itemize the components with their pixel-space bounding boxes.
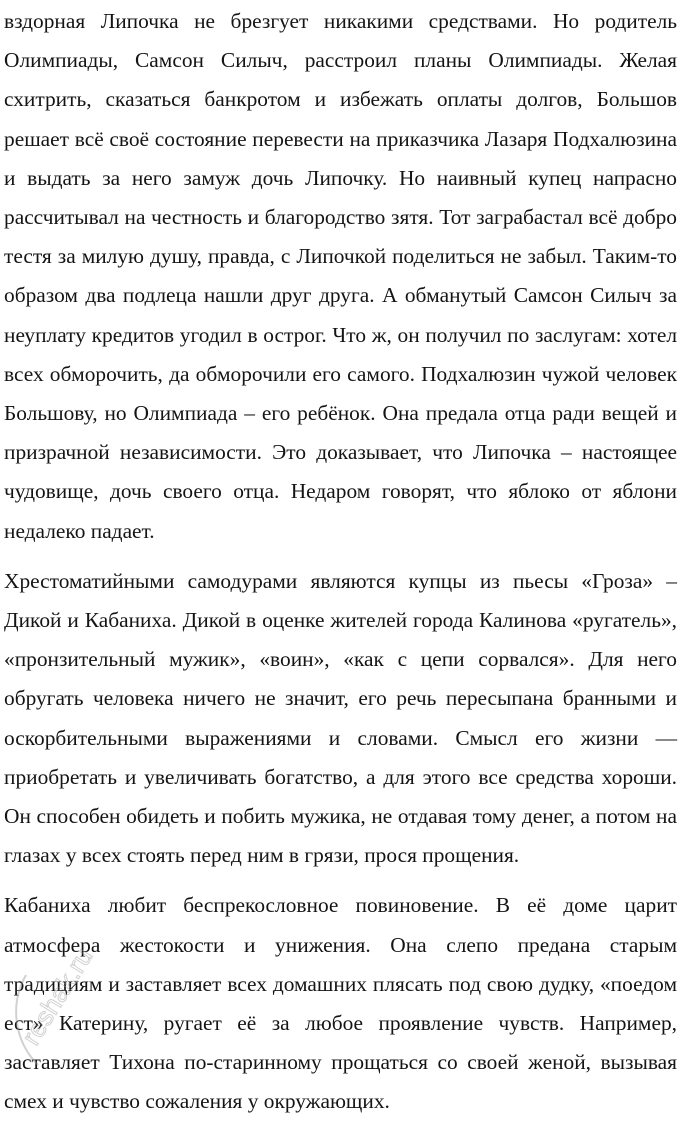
paragraph-3: Кабаниха любит беспрекословное повиновение. В её доме царит атмосфера жестокости и унижения. Она слепо предана старым традициям и заставляет всех домашних плясать под свою дудку, «поедом ест» Катерину, ругает её за любое проявление чувств. Например, заставляет Тихона по-старинному прощаться со своей женой, вызывая смех и чувство сожаления у окружающих. (4, 893, 677, 1114)
watermark-text: reshak.ru (15, 942, 99, 1051)
paragraph-2: Хрестоматийными самодурами являются купцы из пьесы «Гроза» – Дикой и Кабаниха. Дикой в оценке жителей города Калинова «ругатель», «пронзительный мужик», «воин», «как с цепи сорвался». Для него обругать человека ничего не значит, его речь пересыпана бранными и оскорбительными выражениями и словами. Смысл его жизни — приобретать и увеличивать богатство, а для этого все средства хороши. Он способен обидеть и побить мужика, не отдавая тому денег, а потом на глазах у всех стоять перед ним в грязи, прося прощения. (4, 568, 677, 868)
paragraph-1: вздорная Липочка не брезгует никакими средствами. Но родитель Олимпиады, Самсон Силыч, расстроил планы Олимпиады. Желая схитрить, сказаться банкротом и избежать оплаты долгов, Большов решает всё своё состояние перевести на приказчика Лазаря Подхалюзина и выдать за него замуж дочь Липочку. Но наивный купец напрасно рассчитывал на честность и благородство зятя. Тот заграбастал всё добро тестя за милую душу, правда, с Липочкой поделиться не забыл. Таким-то образом два подлеца нашли друг друга. А обманутый Самсон Силыч за неуплату кредитов угодил в острог. Что ж, он получил по заслугам: хотел всех обморочить, да обморочили его самого. Подхалюзин чужой человек Большову, но Олимпиада – его ребёнок. Она предала отца ради вещей и призрачной независимости. Это доказывает, что Липочка – настоящее чудовище, дочь своего отца. Недаром говорят, что яблоко от яблони недалеко падает. (4, 9, 677, 543)
